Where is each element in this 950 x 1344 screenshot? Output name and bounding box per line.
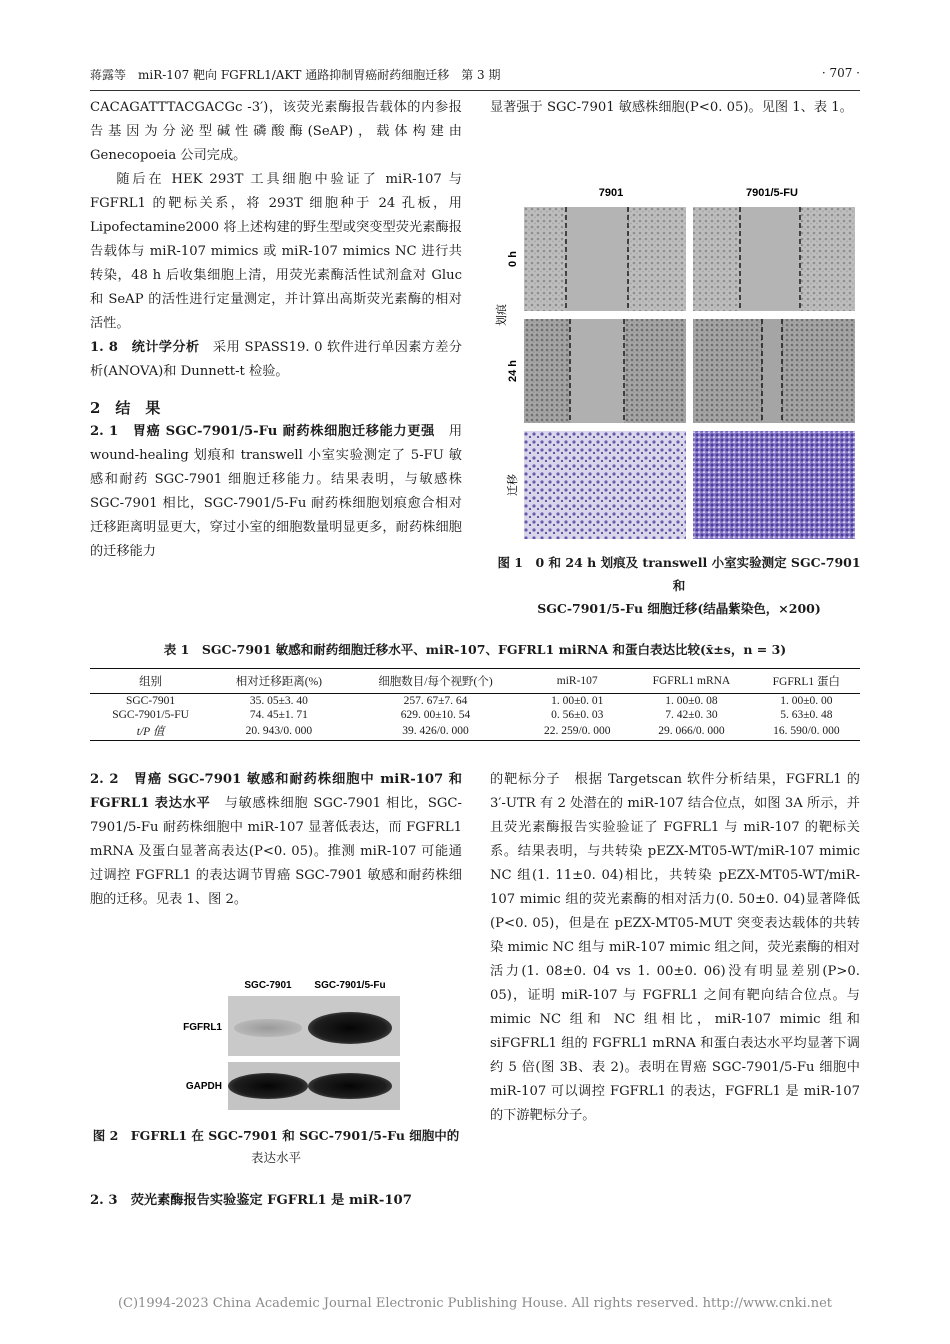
table-row — [90, 722, 860, 741]
left-column-bottom — [90, 1189, 462, 1213]
right-column-middle — [490, 768, 860, 1128]
table-cell: 257. 67±7. 64 — [403, 695, 468, 707]
caption-line: SGC-7901/5-Fu 细胞迁移(结晶紫染色，×200) — [537, 601, 821, 616]
band-label: GAPDH — [185, 1081, 222, 1092]
figure-1-caption — [494, 551, 864, 620]
figure-1-row-label: 0 h — [507, 251, 519, 267]
scratch-gap — [566, 207, 628, 311]
table-title: 表 1 SGC-7901 敏感和耐药细胞迁移水平、miR-107、FGFRL1 miRNA 和蛋白表达比较(x̄±s，n = 3) — [163, 642, 787, 657]
paragraph: 随后在 HEK 293T 工具细胞中验证了 miR-107 与 FGFRL1 的靶标关系，将 293T 细胞种于 24 孔板，用 Lipofectamine2000 将上述构建的野生型或突变型荧光素酶报告载体与 miR-107 mimics 或 miR-107 mimics NC 进行共转染，48 h 后收集细胞上清，用荧光素酶活性试剂盒对 Gluc 和 SeAP 的活性进行定量测定，并计算出高斯荧光素酶的相对活性。 — [90, 172, 462, 331]
table-cell: 1. 00±0. 01 — [551, 695, 604, 707]
section-body: 与敏感株细胞 SGC-7901 相比，SGC-7901/5-Fu 耐药株细胞中 miR-107 显著低表达，而 FGFRL1 mRNA 及蛋白显著高表达(P<0. 05)。推测 miR-107 可能通过调控 FGFRL1 的表达调节胃癌 SGC-7901 敏感和耐药株细胞的迁移。见表 1、图 2。 — [90, 796, 462, 907]
right-column-top — [490, 96, 860, 120]
running-title: 蒋露等 miR-107 靶向 FGFRL1/AKT 通路抑制胃癌耐药细胞迁移 第 3 期 — [90, 68, 501, 82]
header-rule — [90, 90, 860, 91]
column-header: 相对迁移距离(%) — [211, 669, 347, 694]
table-cell: 629. 00±10. 54 — [400, 709, 471, 721]
section-2-1 — [90, 420, 462, 564]
data-table — [90, 668, 860, 741]
band-label: FGFRL1 — [183, 1022, 222, 1033]
section-heading: 1. 8 统计学分析 — [90, 340, 200, 355]
transwell-7901-5fu — [693, 431, 855, 539]
page-number: · 707 · — [821, 66, 860, 80]
section-body: 采用 SPASS19. 0 软件进行单因素方差分析(ANOVA)和 Dunnett-t 检验。 — [90, 340, 462, 379]
band-fgfrl1-sgc7901 — [234, 1019, 302, 1037]
table-header-row — [90, 669, 860, 694]
table-cell: 1. 00±0. 08 — [665, 695, 718, 707]
figure-1 — [495, 183, 860, 543]
figure-1-col-label: 7901/5-FU — [746, 187, 798, 199]
table-cell: 1. 00±0. 00 — [780, 695, 833, 707]
figure-2-image — [160, 972, 410, 1122]
section-heading: 2. 2 胃癌 SGC-7901 敏感和耐药株细胞中 miR-107 和 FGFRL1 表达水平 — [90, 772, 462, 811]
figure-1-row-group-label: 划痕 — [495, 304, 508, 326]
table-1 — [90, 640, 860, 741]
table-cell: 35. 05±3. 40 — [249, 695, 308, 707]
left-column-top — [90, 96, 462, 564]
section-2-2 — [90, 768, 462, 912]
table-cell: 74. 45±1. 71 — [249, 709, 308, 721]
section-heading: 2. 1 胃癌 SGC-7901/5-Fu 耐药株细胞迁移能力更强 — [90, 424, 435, 439]
paragraph: 的靶标分子 根据 Targetscan 软件分析结果，FGFRL1 的 3′-UTR 有 2 处潜在的 miR-107 结合位点，如图 3A 所示，并且荧光素酶报告实验验证了 FGFRL1 与 miR-107 的靶标关系。结果表明，与共转染 pEZX-MT05-WT/miR-107 mimic NC 组(1. 11±0. 04)相比，共转染 pEZX-MT05-WT/miR-107 mimic 组的荧光素酶的相对活力(0. 50±0. 04)显著降低(P<0. 05)，但是在 pEZX-MT05-MUT 突变表达载体的共转染 mimic NC 组与 miR-107 mimic 组之间，荧光素酶的相对活力(1. 08±0. 04 vs 1. 00±0. 06)没有明显差别(P>0. 05)，证明 miR-107 与 FGFRL1 之间有靶向结合位点。与 mimic NC 组和 NC 组相比，miR-107 mimic 组和 siFGFRL1 组的 FGFRL1 mRNA 和蛋白表达水平均显著下调约 5 倍(图 3B、表 2)。表明在胃癌 SGC-7901/5-Fu 细胞中 miR-107 可以调控 FGFRL1 的表达，FGFRL1 是 miR-107 的下游靶标分子。 — [490, 772, 860, 1123]
column-header: 细胞数目/每个视野(个) — [347, 669, 525, 694]
section-heading: 2. 3 荧光素酶报告实验鉴定 FGFRL1 是 miR-107 — [90, 1193, 412, 1208]
table-cell: 39. 426/0. 000 — [347, 722, 525, 741]
copyright-footer: (C)1994-2023 China Academic Journal Electronic Publishing House. All rights reserved. http://www.cnki.net — [117, 1296, 833, 1311]
band-gapdh-sgc7901-5fu — [308, 1073, 392, 1099]
table-row — [90, 694, 860, 709]
transwell-7901 — [524, 431, 686, 539]
figure-1-row-label: 迁移 — [506, 474, 519, 496]
figure-1-image — [495, 183, 860, 543]
table-cell: SGC-7901/5-FU — [112, 709, 189, 721]
column-header: miR-107 — [524, 669, 630, 694]
figure-1-row-label: 24 h — [507, 359, 519, 383]
column-header: FGFRL1 蛋白 — [753, 669, 860, 694]
caption-line: 图 2 FGFRL1 在 SGC-7901 和 SGC-7901/5-Fu 细胞中的 — [92, 1128, 460, 1143]
caption-line: 表达水平 — [250, 1150, 301, 1165]
table-cell: 0. 56±0. 03 — [551, 709, 604, 721]
running-header — [90, 66, 860, 88]
table-cell: 29. 066/0. 000 — [630, 722, 753, 741]
column-header: FGFRL1 mRNA — [630, 669, 753, 694]
figure-2-caption — [90, 1125, 462, 1169]
paragraph: 显著强于 SGC-7901 敏感株细胞(P<0. 05)。见图 1、表 1。 — [490, 100, 853, 115]
section-1-8 — [90, 336, 462, 384]
scratch-gap — [762, 319, 782, 423]
table-cell: 16. 590/0. 000 — [753, 722, 860, 741]
table-cell: 22. 259/0. 000 — [524, 722, 630, 741]
scratch-gap — [740, 207, 800, 311]
table-cell: 7. 42±0. 30 — [665, 709, 718, 721]
left-column-middle — [90, 768, 462, 912]
table-cell: 5. 63±0. 48 — [780, 709, 833, 721]
band-gapdh-sgc7901 — [228, 1073, 308, 1099]
table-cell: 20. 943/0. 000 — [211, 722, 347, 741]
lane-label: SGC-7901 — [244, 980, 292, 991]
table-cell: t/P 值 — [90, 722, 211, 741]
figure-1-col-label: 7901 — [598, 187, 624, 199]
section-body: 用 wound-healing 划痕和 transwell 小室实验测定了 5-FU 敏感和耐药 SGC-7901 细胞迁移能力。结果表明，与敏感株 SGC-7901 相比，SGC-7901/5-Fu 耐药株细胞划痕愈合相对迁移距离明显更大，穿过小室的细胞数量明显更多，耐药株细胞的迁移能力 — [90, 424, 463, 559]
scratch-gap — [570, 319, 624, 423]
table-row — [90, 708, 860, 722]
table-cell: SGC-7901 — [125, 695, 176, 707]
paragraph: CACAGATTTACGACGc -3′)，该荧光素酶报告载体的内参报告基因为分泌型碱性磷酸酶(SeAP)，载体构建由 Genecopoeia 公司完成。 — [90, 100, 462, 163]
band-fgfrl1-sgc7901-5fu — [308, 1012, 392, 1044]
section-title-results: 2 结 果 — [90, 399, 161, 417]
caption-line: 图 1 0 和 24 h 划痕及 transwell 小室实验测定 SGC-7901 和 — [497, 555, 861, 593]
figure-2 — [160, 972, 410, 1122]
column-header: 组别 — [90, 669, 211, 694]
lane-label: SGC-7901/5-Fu — [314, 980, 386, 991]
